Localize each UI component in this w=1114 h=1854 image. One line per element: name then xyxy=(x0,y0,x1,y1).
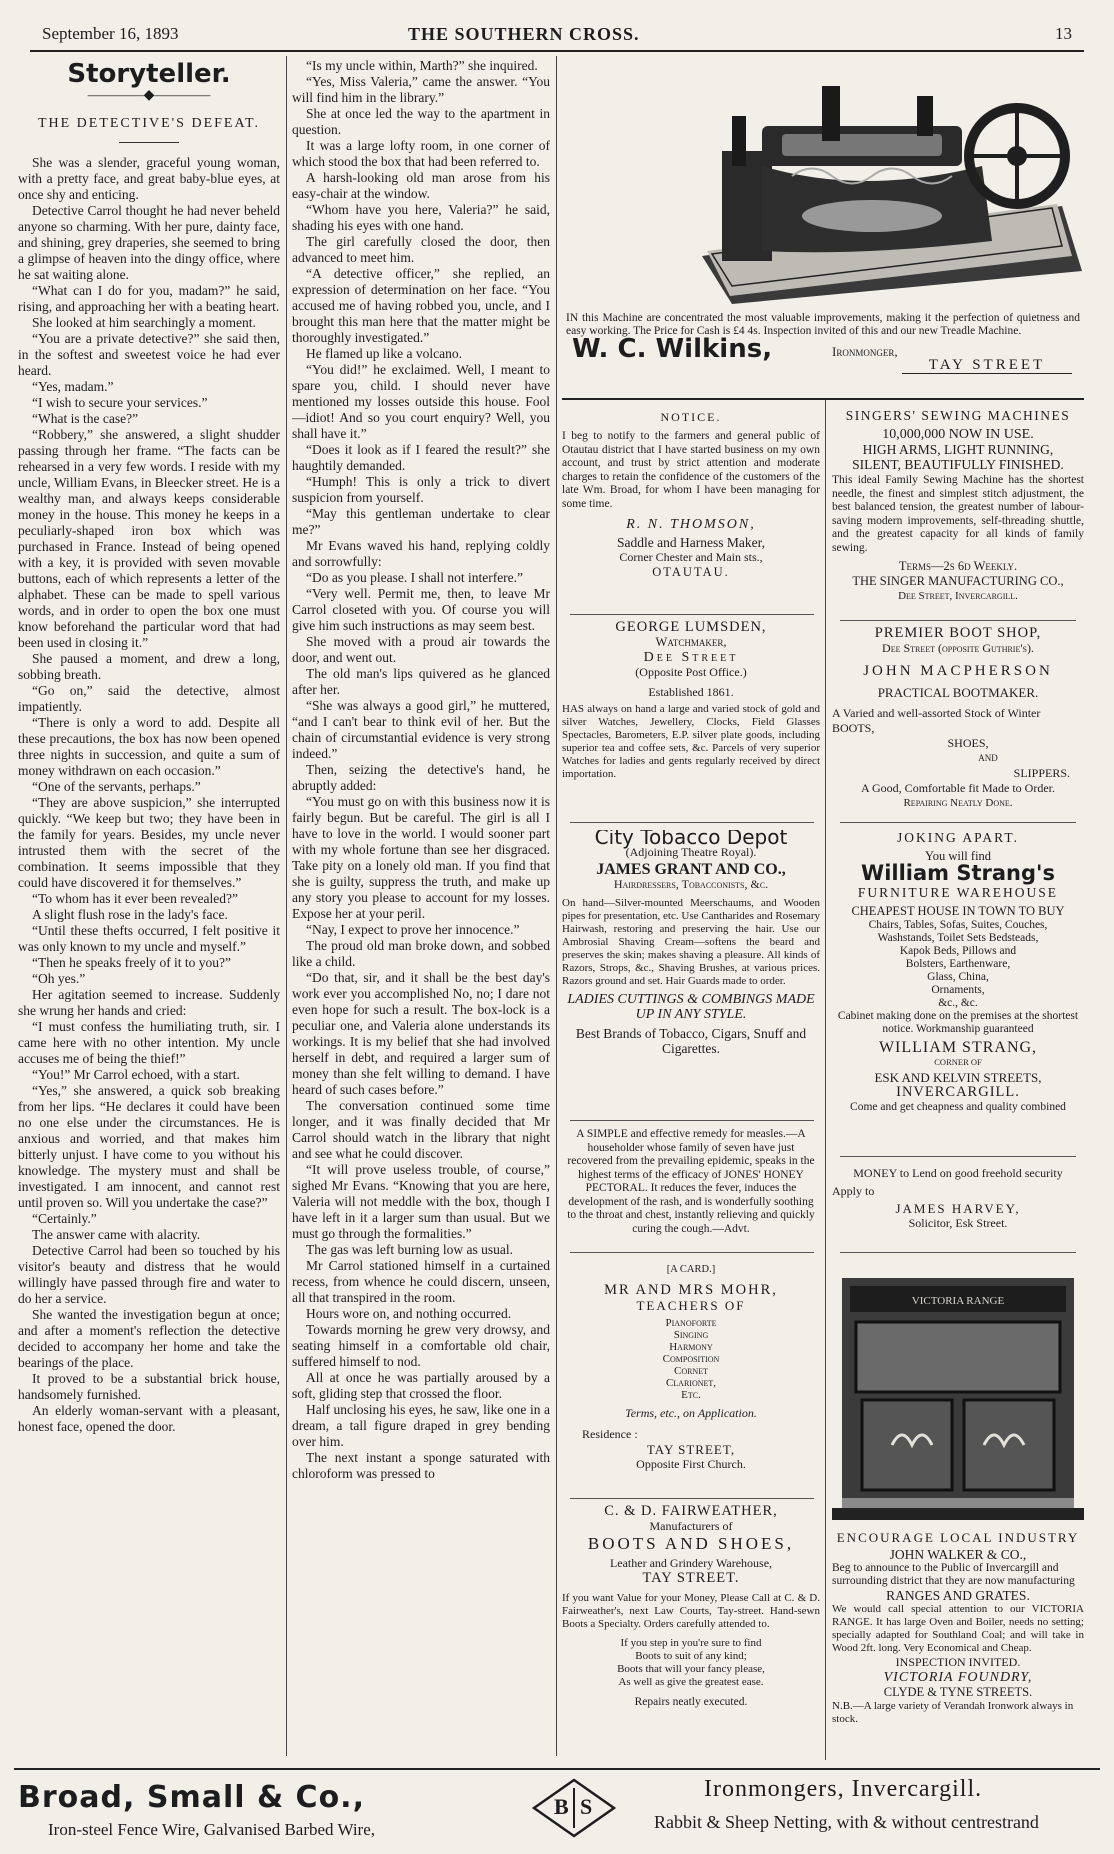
singer-line-1: 10,000,000 NOW IN USE. xyxy=(882,427,1034,442)
story-paragraph: It proved to be a substantial brick house, handsomely furnished. xyxy=(18,1371,280,1402)
story-paragraph: “Does it look as if I feared the result?” she haughtily demanded. xyxy=(292,442,550,473)
furniture-line: Glass, China, xyxy=(927,971,989,983)
macpherson-trade: PRACTICAL BOOTMAKER. xyxy=(877,685,1039,700)
wilkins-ad xyxy=(562,56,1084,396)
mohr-subject: Cornet xyxy=(673,1365,708,1377)
mohr-role: TEACHERS OF xyxy=(636,1298,746,1313)
harvey-apply: Apply to xyxy=(832,1184,875,1198)
story-paragraph: “They are above suspicion,” she interrupted quickly. “We keep but two; they have been in the family for years. Besides, my uncle never intrusted them with the secret of the combination. It seems impossible that they could have discovered it for themselves.” xyxy=(18,795,280,890)
thomson-name: R. N. THOMSON, xyxy=(626,517,756,532)
fairweather-ad xyxy=(562,1504,820,1754)
fairweather-warehouse: Leather and Grindery Warehouse, xyxy=(609,1556,773,1570)
story-title: THE DETECTIVE'S DEFEAT. xyxy=(37,116,261,131)
ad-rule xyxy=(570,614,814,615)
furniture-line: Washstands, Toilet Sets Bedsteads, xyxy=(877,932,1039,944)
mohr-residence-label: Residence : xyxy=(582,1427,638,1441)
footer-right-2: Rabbit & Sheep Netting, with & without centrestrand xyxy=(654,1812,1039,1832)
mohr-subject: Clarionet, xyxy=(665,1377,717,1389)
strang-items xyxy=(832,919,1084,1010)
range-label: VICTORIA RANGE xyxy=(911,1295,1005,1307)
story-paragraph: Detective Carrol thought he had never beheld anyone so charming. With her pure, dainty face, and shining, grey draperies, she seemed to bring a glimpse of heaven into the dingy office, where he sat waiting alone. xyxy=(18,203,280,282)
singer-terms: Terms—2s 6d Weekly. xyxy=(898,559,1018,573)
walker-body: We would call special attention to our VICTORIA RANGE. It has large Oven and Boiler, needs no setting; specially adapted for Southland Coal; and will take in Wood 2ft. long. Very Economical and Cheap. xyxy=(832,1603,1084,1654)
fairweather-sub: Manufacturers of xyxy=(649,1519,733,1533)
mohr-ad xyxy=(562,1262,820,1490)
title-rule xyxy=(119,142,179,143)
walker-intro: Beg to announce to the Public of Invercargill and surrounding district that they are now manufacturing xyxy=(832,1562,1075,1587)
page-number: 13 xyxy=(1055,24,1072,43)
story-paragraph: The answer came with alacrity. xyxy=(32,1227,201,1242)
story-paragraph: The conversation continued some time longer, and it was finally decided that Mr Carrol should watch in the library that night and see what he could discover. xyxy=(292,1098,550,1161)
macpherson-body: A Varied and well-assorted Stock of Winter BOOTS, xyxy=(832,706,1041,735)
strang-corner: CORNER OF xyxy=(934,1057,982,1067)
story-paragraph: “She was always a good girl,” he muttered, “and I can't bear to think evil of her. But the chain of circumstantial evidence is very strong indeed.” xyxy=(292,698,550,761)
logo-letter-s: S xyxy=(580,1794,593,1819)
mohr-street: TAY STREET, xyxy=(646,1442,736,1457)
tobacco-body: On hand—Silver-mounted Meerschaums, and Wooden pipes for presentation, etc. Use Cantharides and Rosemary Hairwash, restoring and preserving the hair. Use our Ambrosial Shaving Cream—softens the beard and preserves the skin; makes shaving a pleasure. All kinds of Razors, Strops, &c., Shaving Brushes, at various prices. Razors ground and set. Hair Guards made to order. xyxy=(562,897,820,987)
strang-streets: ESK AND KELVIN STREETS, xyxy=(874,1070,1042,1085)
story-paragraph: The girl carefully closed the door, then advanced to meet him. xyxy=(292,234,550,265)
walker-title: ENCOURAGE LOCAL INDUSTRY xyxy=(836,1530,1080,1545)
footer-firm: Broad, Small & Co., xyxy=(18,1780,365,1815)
mohr-subjects xyxy=(562,1317,820,1401)
story-column-1 xyxy=(18,58,280,1763)
story-paragraph: “What can I do for you, madam?” he said, rising, and approaching her with a beating heart. xyxy=(18,283,280,314)
story-paragraph: “Then he speaks freely of it to you?” xyxy=(32,955,232,970)
story-paragraph: “You!” Mr Carrol echoed, with a start. xyxy=(32,1067,240,1082)
story-paragraph: “You are a private detective?” she said then, in the softest and sweetest voice he had ever heard. xyxy=(18,331,280,378)
story-paragraph: “Humph! This is only a trick to divert suspicion from yourself. xyxy=(292,474,550,505)
story-paragraph: “Yes,” she answered, a quick sob breaking from her lips. “He declares it could have been no one else under the circumstances. He is anxious and worried, and that makes him bitterly unjust. I have come to you without his knowledge. The mystery must and shall be investigated. I am innocent, and cannot rest until proven so. Will you undertake the case?” xyxy=(18,1083,280,1210)
victoria-range-illustration xyxy=(832,1260,1084,1522)
tobacco-subtitle: (Adjoining Theatre Royal). xyxy=(625,845,757,859)
furniture-line: &c., &c. xyxy=(938,997,978,1009)
story-paragraph: He flamed up like a volcano. xyxy=(306,346,462,361)
macpherson-title: PREMIER BOOT SHOP, xyxy=(874,626,1042,641)
story-paragraph: “You must go on with this business now it is fairly begun. But be careful. The girl is all I have to love in the world. I would sooner part with my whole fortune than see her disgraced. Take pity on a lonely old man. If you find that she is guilty, suppress the truth, and make up any story you please to account for my losses. Expose her at your peril. xyxy=(292,794,550,921)
footer-line-2: Iron-steel Fence Wire, Galvanised Barbed Wire, xyxy=(48,1820,376,1839)
ad-rule xyxy=(840,822,1076,823)
story-paragraph: The old man's lips quivered as he glanced after her. xyxy=(292,666,550,697)
story-text-1 xyxy=(18,155,280,1435)
furniture-line: Ornaments, xyxy=(931,984,985,996)
macpherson-and: AND xyxy=(978,753,998,763)
story-paragraph: “There is only a word to add. Despite all these precautions, the box has now been opened three nights in succession, and quite a sum of money withdrawn on each occasion.” xyxy=(18,715,280,778)
ad-rule xyxy=(570,822,814,823)
lumsden-body: HAS always on hand a large and varied stock of gold and silver Watches, Jewellery, Clocks, Field Glasses Spectacles, Barometers, E.P. silver plate goods, including superior tea and coffee sets, &c. Parcels of very superior Watches for ladies and gents regularly received by direct importation. xyxy=(562,703,820,780)
logo-letter-b: B xyxy=(554,1794,569,1819)
tobacco-depot-ad xyxy=(562,830,820,1120)
story-paragraph: Then, seizing the detective's hand, he abruptly added: xyxy=(292,762,550,793)
ad-rule xyxy=(840,1156,1076,1157)
strang-town: INVERCARGILL. xyxy=(896,1084,1020,1100)
fairweather-repairs: Repairs neatly executed. xyxy=(634,1696,748,1708)
column-rule xyxy=(286,56,287,1756)
strang-cabinet: Cabinet making done on the premises at the shortest notice. Workmanship guaranteed xyxy=(837,1010,1079,1035)
wilkins-caption: IN this Machine are concentrated the most valuable improvements, making it the perfection of quietness and easy working. The Price for Cash is £4 4s. Inspection invited of this and our new Treadle Machine. xyxy=(566,312,1080,337)
thomson-town: OTAUTAU. xyxy=(652,565,730,579)
tobacco-brands: Best Brands of Tobacco, Cigars, Snuff and Cigarettes. xyxy=(575,1026,807,1056)
wilkins-trade: Ironmonger, xyxy=(832,344,898,359)
walker-nb: N.B.—A large variety of Verandah Ironwork always in stock. xyxy=(832,1700,1074,1725)
story-paragraph: A harsh-looking old man arose from his easy-chair at the window. xyxy=(292,170,550,201)
honey-pectoral-ad xyxy=(566,1128,816,1244)
story-paragraph: She wanted the investigation begun at once; and after a moment's reflection the detective decided to accompany her home and take the bearings of the place. xyxy=(18,1307,280,1370)
thomson-notice-ad xyxy=(562,410,820,612)
strang-warehouse: FURNITURE WAREHOUSE xyxy=(857,885,1059,900)
story-paragraph: The proud old man broke down, and sobbed like a child. xyxy=(292,938,550,969)
ad-rule xyxy=(840,620,1076,621)
strang-name: William Strang's xyxy=(861,861,1055,885)
story-paragraph: Mr Evans waved his hand, replying coldly and sorrowfully: xyxy=(292,538,550,569)
harvey-ad xyxy=(832,1166,1084,1246)
verse-line: Boots to suit of any kind; xyxy=(635,1650,747,1662)
story-column-2 xyxy=(292,58,550,1763)
tobacco-trade: Hairdressers, Tobacconists, &c. xyxy=(613,877,769,891)
story-paragraph: “Robbery,” she answered, a slight shudder passing through her frame. “The facts can be rehearsed in a very few words. I reside with my uncle, William Evans, in Bleecker street. He is a wealthy man, and always keeps considerable money in the house. This money he keeps in a peculiarly-shaped iron box which was purchased in France. Instead of being opened with a key, it is provided with seven movable buttons, each of which represents a letter of the alphabet. These can be made to spell various words, and in order to open the box one must know beforehand the particular word that had been used in closing it.” xyxy=(18,427,280,650)
story-text-2 xyxy=(292,58,550,1482)
story-paragraph: “Very well. Permit me, then, to leave Mr Carrol closeted with you. Of course you will give him such instructions as may seem best. xyxy=(292,586,550,633)
footer-right-1: Ironmongers, Invercargill. xyxy=(704,1776,983,1802)
story-paragraph: “To whom has it ever been revealed?” xyxy=(32,891,238,906)
newspaper-title: THE SOUTHERN CROSS. xyxy=(408,24,640,44)
ad-rule xyxy=(562,398,1084,400)
walker-ranges: RANGES AND GRATES. xyxy=(886,1588,1030,1603)
story-paragraph: The next instant a sponge saturated with chloroform was pressed to xyxy=(292,1450,550,1481)
harvey-title: Solicitor, Esk Street. xyxy=(908,1216,1008,1230)
story-paragraph: “A detective officer,” she replied, an expression of determination on her face. “You accused me of having robbed you, uncle, and I brought this man here that the matter might be thoroughly investigated.” xyxy=(292,266,550,345)
fairweather-title: BOOTS AND SHOES, xyxy=(587,1534,795,1553)
story-paragraph: She at once led the way to the apartment in question. xyxy=(292,106,550,137)
story-paragraph: “Do as you please. I shall not interfere.” xyxy=(306,570,524,585)
singer-body: This ideal Family Sewing Machine has the shortest needle, the finest and simplest stitch adjustment, the best balanced tension, the greatest number of labour-saving modern improvements, self-threading shuttle, and the greatest capacity for all kinds of family sewing. xyxy=(832,474,1084,554)
macpherson-ad xyxy=(832,626,1084,818)
furniture-line: Kapok Beds, Pillows and xyxy=(899,945,1017,957)
story-paragraph: “What is the case?” xyxy=(32,411,139,426)
footer-ad xyxy=(14,1768,1100,1850)
story-paragraph: “Yes, Miss Valeria,” came the answer. “You will find him in the library.” xyxy=(292,74,550,105)
fairweather-body: If you want Value for your Money, Please Call at C. & D. Fairweather's, next Law Courts, Tay-street. Hand-sewn Boots a Specialty. Orders carefully attended to. xyxy=(562,1592,820,1630)
macpherson-repairs: Repairing Neatly Done. xyxy=(903,797,1013,809)
story-paragraph: A slight flush rose in the lady's face. xyxy=(32,907,228,922)
tobacco-ladies: LADIES CUTTINGS & COMBINGS MADE UP IN ANY STYLE. xyxy=(567,992,815,1022)
walker-streets: CLYDE & TYNE STREETS. xyxy=(883,1685,1033,1699)
story-paragraph: “Whom have you here, Valeria?” he said, shading his eyes with one hand. xyxy=(292,202,550,233)
story-paragraph: “Nay, I expect to prove her innocence.” xyxy=(306,922,520,937)
card-label: [A CARD.] xyxy=(666,1264,716,1275)
lumsden-established: Established 1861. xyxy=(648,685,734,699)
story-paragraph: “I wish to secure your services.” xyxy=(32,395,208,410)
mohr-subject: Etc. xyxy=(681,1389,701,1401)
walker-foundry: VICTORIA FOUNDRY, xyxy=(883,1670,1033,1685)
story-paragraph: “One of the servants, perhaps.” xyxy=(32,779,201,794)
mohr-subject: Harmony xyxy=(669,1341,713,1353)
story-paragraph: “Certainly.” xyxy=(32,1211,97,1226)
ad-column-rule xyxy=(825,400,826,1760)
mohr-subject: Singing xyxy=(673,1329,709,1341)
story-paragraph: Detective Carrol had been so touched by his visitor's beauty and distress that he would willingly have passed through fire and water to do her a service. xyxy=(18,1243,280,1306)
story-paragraph: “May this gentleman undertake to clear me?” xyxy=(292,506,550,537)
ad-rule xyxy=(570,1498,814,1499)
story-paragraph: It was a large lofty room, in one corner of which stood the box that had been referred to. xyxy=(292,138,550,169)
macpherson-opposite: Dee Street (opposite Guthrie's). xyxy=(882,641,1034,655)
lumsden-trade: Watchmaker, xyxy=(655,635,727,649)
story-paragraph: Half unclosing his eyes, he saw, like one in a dream, a tall figure draped in grey bending over him. xyxy=(292,1402,550,1449)
wilkins-street: TAY STREET xyxy=(902,358,1072,374)
macpherson-slippers: SLIPPERS. xyxy=(1013,766,1070,780)
thomson-address: Corner Chester and Main sts., xyxy=(619,550,763,564)
walker-ad xyxy=(832,1260,1084,1756)
furniture-line: Bolsters, Earthenware, xyxy=(905,958,1011,970)
singer-company: THE SINGER MANUFACTURING CO., xyxy=(852,574,1064,588)
column-rule xyxy=(556,56,557,1756)
thomson-trade: Saddle and Harness Maker, xyxy=(617,535,765,550)
story-paragraph: The gas was left burning low as usual. xyxy=(306,1242,513,1257)
verse-line: Boots that will your fancy please, xyxy=(617,1663,765,1675)
story-paragraph: She looked at him searchingly a moment. xyxy=(32,315,256,330)
strang-come: Come and get cheapness and quality combined xyxy=(850,1101,1066,1113)
strang-ad xyxy=(832,830,1084,1150)
story-paragraph: Her agitation seemed to increase. Suddenly she wrung her hands and cried: xyxy=(18,987,280,1018)
tobacco-title: City Tobacco Depot xyxy=(594,830,788,849)
notice-body: I beg to notify to the farmers and general public of Otautau district that I have started business on my own account, and trust by strict attention and moderate charges to retain the confidence of the customers of the late Wm. Broad, for whom I have been managing for some time. xyxy=(562,430,820,510)
verse-line: As well as give the greatest ease. xyxy=(618,1676,764,1688)
lumsden-opposite: (Opposite Post Office.) xyxy=(635,665,747,679)
story-paragraph: “Until these thefts occurred, I felt positive it was only known to my uncle and myself.” xyxy=(18,923,280,954)
story-paragraph: “Yes, madam.” xyxy=(32,379,114,394)
notice-heading: NOTICE. xyxy=(660,410,722,424)
issue-date: September 16, 1893 xyxy=(42,24,179,43)
mohr-name: MR AND MRS MOHR, xyxy=(604,1282,778,1298)
story-paragraph: Mr Carrol stationed himself in a curtained recess, from whence he could discern, unseen, all that transpired in the room. xyxy=(292,1258,550,1305)
masthead xyxy=(30,20,1084,52)
story-paragraph: She moved with a proud air towards the door, and went out. xyxy=(292,634,550,665)
section-heading: Storyteller. xyxy=(67,59,231,89)
remedy-body: A SIMPLE and effective remedy for measles.—A householder whose family of seven have just recovered from the prevailing epidemic, speaks in the highest terms of the efficacy of JONES' HONEY PECTORAL. It reduces the fever, induces the development of the rash, and is wonderfully soothing to the throat and chest, instantly relieving and quickly curing the cough.—Advt. xyxy=(567,1128,815,1235)
macpherson-good: A Good, Comfortable fit Made to Order. xyxy=(861,781,1055,795)
tobacco-firm: JAMES GRANT AND CO., xyxy=(596,861,786,878)
singer-line-2: HIGH ARMS, LIGHT RUNNING, xyxy=(862,442,1054,457)
story-paragraph: Towards morning he grew very drowsy, and seating himself in a comfortable old chair, suffered himself to nod. xyxy=(292,1322,550,1369)
mohr-subject: Composition xyxy=(662,1353,720,1365)
strang-cheap: CHEAPEST HOUSE IN TOWN TO BUY xyxy=(851,904,1065,918)
singer-ad xyxy=(832,408,1084,616)
story-paragraph: “It will prove useless trouble, of course,” sighed Mr Evans. “Knowing that you are here, Valeria will not meddle with the box, though I have left in it a larger sum than usual. But we must go through the formalities.” xyxy=(292,1162,550,1241)
singer-address: Dee Street, Invercargill. xyxy=(898,590,1018,602)
story-paragraph: “I must confess the humiliating truth, sir. I came here with no other intention. My uncle accuses me of being the thief!” xyxy=(18,1019,280,1066)
story-paragraph: She paused a moment, and drew a long, sobbing breath. xyxy=(18,651,280,682)
macpherson-shoes: SHOES, xyxy=(947,736,989,750)
lumsden-name: GEORGE LUMSDEN, xyxy=(615,620,767,635)
singer-title: SINGERS' SEWING MACHINES xyxy=(845,408,1071,423)
fairweather-name: C. & D. FAIRWEATHER, xyxy=(604,1504,778,1519)
ornament-divider: ――――◆―――― xyxy=(87,88,211,103)
wilkins-name: W. C. Wilkins, xyxy=(572,334,773,364)
lumsden-street: Dee Street xyxy=(643,650,739,665)
strang-joke: JOKING APART. xyxy=(897,830,1019,845)
singer-line-3: SILENT, BEAUTIFULLY FINISHED. xyxy=(852,457,1064,472)
bs-monogram-logo xyxy=(532,1778,616,1838)
strang-find: You will find xyxy=(924,849,992,863)
story-paragraph: “Oh yes.” xyxy=(32,971,86,986)
story-paragraph: Hours wore on, and nothing occurred. xyxy=(306,1306,512,1321)
story-paragraph: An elderly woman-servant with a pleasant, honest face, opened the door. xyxy=(18,1403,280,1434)
mohr-subject: Pianoforte xyxy=(665,1317,717,1329)
story-paragraph: “You did!” he exclaimed. Well, I meant to spare you, child. I should never have mentioned my losses outside this house. Fool—idiot! And so you court enquiry? Well, you shall have it.” xyxy=(292,362,550,441)
strang-name-2: WILLIAM STRANG, xyxy=(878,1039,1038,1056)
story-paragraph: She was a slender, graceful young woman, with a pretty face, and great baby-blue eyes, at once shy and enticing. xyxy=(18,155,280,202)
fairweather-verse xyxy=(562,1637,820,1689)
ad-rule xyxy=(570,1252,814,1253)
verse-line: If you step in you're sure to find xyxy=(620,1637,762,1649)
ad-rule xyxy=(840,1252,1076,1253)
mohr-opposite: Opposite First Church. xyxy=(636,1457,746,1471)
walker-firm: JOHN WALKER & CO., xyxy=(889,1547,1027,1562)
macpherson-name: JOHN MACPHERSON xyxy=(863,663,1053,679)
furniture-line: Chairs, Tables, Sofas, Suites, Couches, xyxy=(868,919,1048,931)
story-paragraph: All at once he was partially aroused by a soft, gliding step that crossed the floor. xyxy=(292,1370,550,1401)
sewing-machine-illustration xyxy=(562,56,1084,308)
ad-rule xyxy=(570,1120,814,1121)
walker-inspection: INSPECTION INVITED. xyxy=(895,1655,1021,1669)
harvey-name: JAMES HARVEY, xyxy=(895,1201,1021,1216)
harvey-body: MONEY to Lend on good freehold security xyxy=(853,1166,1063,1180)
story-paragraph: “Do that, sir, and it shall be the best day's work ever you accomplished No, no; I dare not even hope for such a result. The box-lock is a peculiar one, and Valeria alone understands its workings. It is my belief that she had involved herself in debt, and required a larger sum of money than she felt willing to demand. I have heard of such cases before.” xyxy=(292,970,550,1097)
fairweather-street: TAY STREET. xyxy=(642,1570,740,1586)
story-paragraph: “Go on,” said the detective, almost impatiently. xyxy=(18,683,280,714)
lumsden-ad xyxy=(562,620,820,820)
story-paragraph: “Is my uncle within, Marth?” she inquired. xyxy=(306,58,538,73)
mohr-terms: Terms, etc., on Application. xyxy=(625,1406,757,1420)
